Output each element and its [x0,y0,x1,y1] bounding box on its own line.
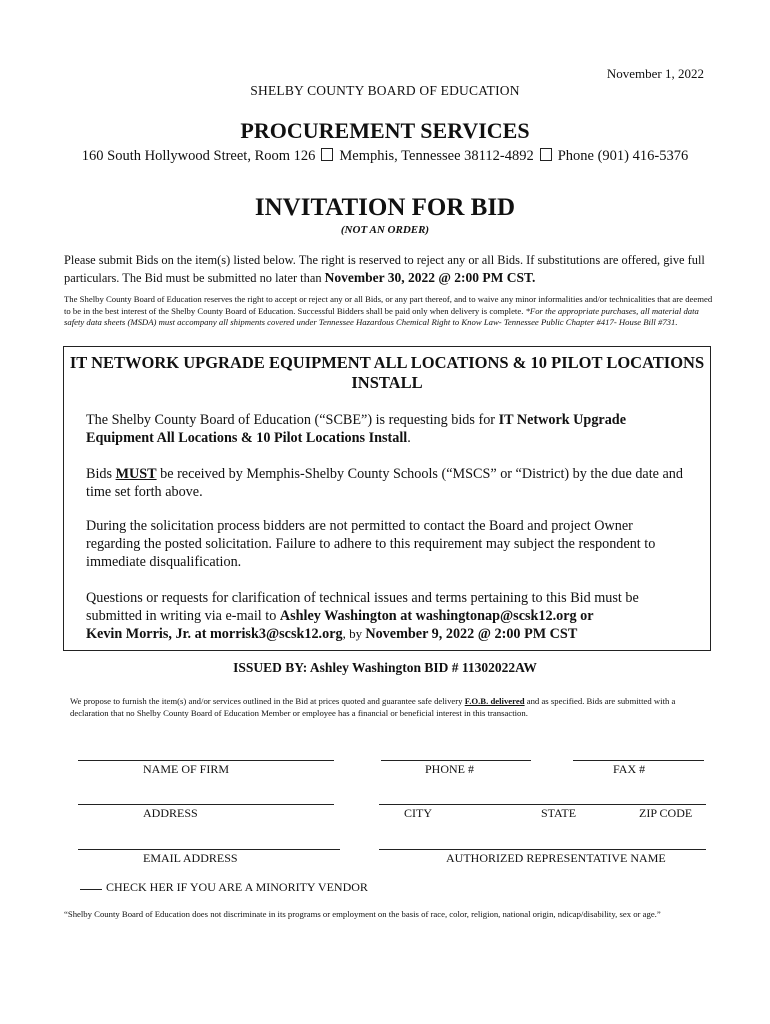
separator-box-icon [540,148,552,161]
page-subtitle: (NOT AN ORDER) [340,224,430,236]
phone-number: Phone (901) 416-5376 [557,148,689,164]
name-of-firm-label: NAME OF FIRM [143,762,230,776]
zip-code-label: ZIP CODE [639,806,693,820]
proposal-paragraph [70,696,710,719]
must-emphasis: MUST [115,466,157,482]
must-receive-paragraph [86,465,686,501]
request-text: The Shelby County Board of Education (“SCBE”) is requesting bids for [86,412,499,428]
project-name: IT Network Upgrade Equipment All Locations & 10 Pilot Locations Install [86,412,626,446]
contact-kevin[interactable]: Kevin Morris, Jr. at morrisk3@scsk12.org [86,626,343,642]
address-line[interactable] [78,804,334,805]
street-address: 160 South Hollywood Street, Room 126 [81,148,316,164]
contact-ashley[interactable]: Ashley Washington at washingtonap@scsk12.org or [279,608,594,624]
questions-by: , by [342,626,366,641]
no-contact-paragraph: During the solicitation process bidders are not permitted to contact the Board and project Owner regarding the posted solicitation. Failure to adhere to this requirement may subject the respondent to immediate disqualification. [86,518,656,570]
authorized-rep-line[interactable] [379,849,706,850]
request-paragraph [86,411,686,447]
minority-label: CHECK HER IF YOU ARE A MINORITY VENDOR [106,880,368,894]
minority-vendor-check [80,880,368,895]
fax-line[interactable] [573,760,704,761]
phone-line[interactable] [381,760,531,761]
city-label: CITY [404,806,432,820]
issued-by: ISSUED BY: Ashley Washington BID # 11302022AW [233,660,537,675]
state-label: STATE [541,806,577,820]
fax-label: FAX # [613,762,646,776]
fob-delivered: F.O.B. delivered [464,696,525,706]
questions-paragraph [86,589,686,643]
intro-paragraph [64,251,714,287]
phone-label: PHONE # [425,762,475,776]
minority-checkbox[interactable] [80,889,102,890]
questions-text: Questions or requests for clarification of technical issues and terms pertaining to this Bid must be submitted in writing via e-mail to [86,590,639,624]
city-state: Memphis, Tennessee 38112-4892 [339,148,534,164]
email-label: EMAIL ADDRESS [143,851,238,865]
separator-box-icon [321,148,333,161]
bid-project-title: IT NETWORK UPGRADE EQUIPMENT ALL LOCATIONS & 10 PILOT LOCATIONS INSTALL [69,353,705,392]
proposal-text: We propose to furnish the item(s) and/or services outlined in the Bid at prices quoted and guarantee safe delivery [70,696,465,706]
name-of-firm-line[interactable] [78,760,334,761]
address-label: ADDRESS [143,806,198,820]
city-state-zip-line[interactable] [379,804,706,805]
organization-name: SHELBY COUNTY BOARD OF EDUCATION [250,83,520,98]
rights-paragraph [64,294,714,329]
department-heading: PROCUREMENT SERVICES [240,118,530,143]
msds-note: *For the appropriate purchases, all material data safety data sheets (MSDA) must accompany all shipments covered under Tennessee Hazardous Chemical Right to Know Law- Tennessee Public Chapter #417- House Bill #731. [64,305,699,327]
must-pre: Bids [86,466,116,482]
bid-deadline: November 30, 2022 @ 2:00 PM CST. [324,270,536,285]
authorized-rep-label: AUTHORIZED REPRESENTATIVE NAME [446,851,666,865]
address-line [0,148,770,165]
must-post: be received by Memphis-Shelby County Schools (“MSCS” or “District) by the due date and time set forth above. [86,466,683,500]
proposal-text-end: and as specified. Bids are submitted with a declaration that no Shelby County Board of Education Member or employee has a financial or beneficial interest in this transaction. [70,696,676,718]
document-date: November 1, 2022 [606,66,704,81]
request-end: . [407,430,411,446]
questions-deadline: November 9, 2022 @ 2:00 PM CST [365,626,578,642]
page-title: INVITATION FOR BID [254,194,516,221]
intro-text: Please submit Bids on the item(s) listed below. The right is reserved to reject any or all Bids. If substitutions are offered, give full particulars. The Bid must be submitted no later than [64,253,705,285]
nondiscrimination-statement: “Shelby County Board of Education does not discriminate in its programs or employment on the basis of race, color, religion, national origin, ndicap/disability, sex or age.” [64,909,661,919]
rights-text: The Shelby County Board of Education reserves the right to accept or reject any or all Bids, or any part thereof, and to waive any minor informalities and/or technicalities that are deemed to be in the best interest of the Shelby County Board of Education. Successful Bidders shall be paid only when delivery is complete. [64,294,713,316]
email-line[interactable] [78,849,340,850]
